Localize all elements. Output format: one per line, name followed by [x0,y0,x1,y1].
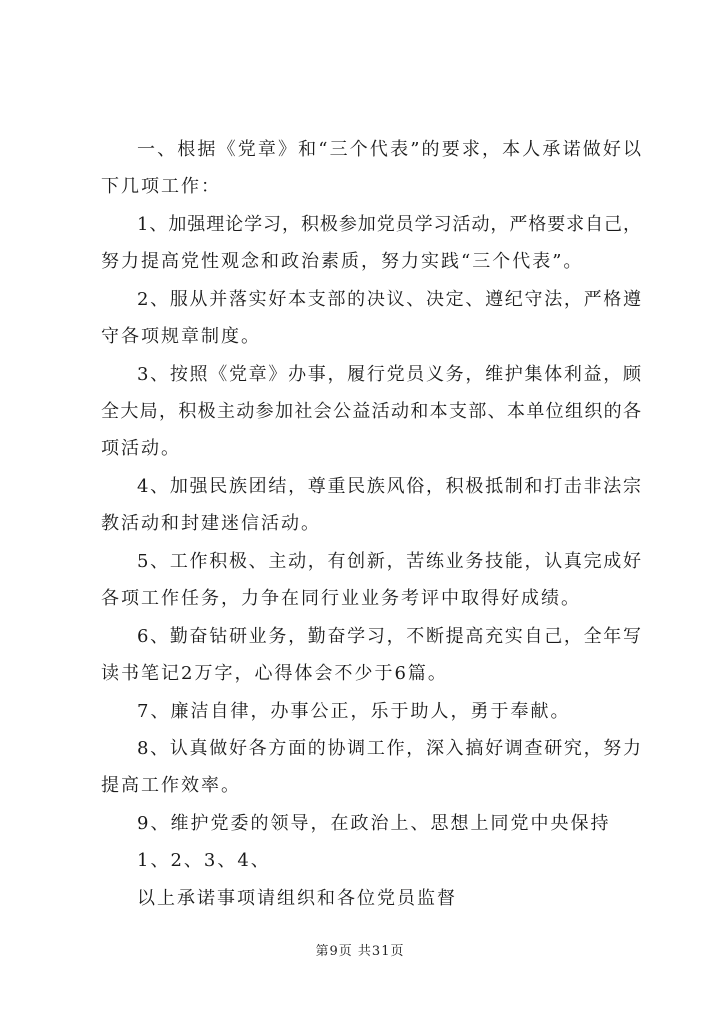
page-number-footer: 第9页 共31页 [315,944,405,959]
paragraph-line: 2、服从并落实好本支部的决议、决定、遵纪守法，严格遵 [137,289,641,310]
paragraph-line: 各项工作任务，力争在同行业业务考评中取得好成绩。 [101,588,581,609]
paragraph-line: 守各项规章制度。 [101,326,261,347]
paragraph-line: 全大局，积极主动参加社会公益活动和本支部、本单位组织的各 [101,401,641,422]
paragraph-line: 提高工作效率。 [101,775,241,796]
paragraph-line: 1、2、3、4、 [137,850,271,871]
paragraph-line: 9、维护党委的领导，在政治上、思想上同党中央保持 [137,813,611,834]
paragraph-line: 5、工作积极、主动，有创新，苦练业务技能，认真完成好 [137,551,641,572]
paragraph-line: 一、根据《党章》和“三个代表”的要求，本人承诺做好以 [137,139,641,160]
paragraph-line: 3、按照《党章》办事，履行党员义务，维护集体利益，顾 [137,364,641,385]
paragraph-line: 项活动。 [101,438,181,459]
paragraph-line: 教活动和封建迷信活动。 [101,513,321,534]
paragraph-line: 8、认真做好各方面的协调工作，深入搞好调查研究，努力 [137,738,641,759]
paragraph-line: 6、勤奋钻研业务，勤奋学习，不断提高充实自己，全年写 [137,626,641,647]
paragraph-line: 4、加强民族团结，尊重民族风俗，积极抵制和打击非法宗 [137,476,641,497]
paragraph-line: 7、廉洁自律，办事公正，乐于助人，勇于奉献。 [137,701,571,722]
paragraph-line: 努力提高党性观念和政治素质，努力实践“三个代表”。 [101,251,584,272]
paragraph-line: 读书笔记2万字，心得体会不少于6篇。 [101,663,448,684]
paragraph-line: 下几项工作： [101,176,221,197]
paragraph-line: 以上承诺事项请组织和各位党员监督 [137,888,457,909]
paragraph-line: 1、加强理论学习，积极参加党员学习活动，严格要求自己， [137,214,641,235]
